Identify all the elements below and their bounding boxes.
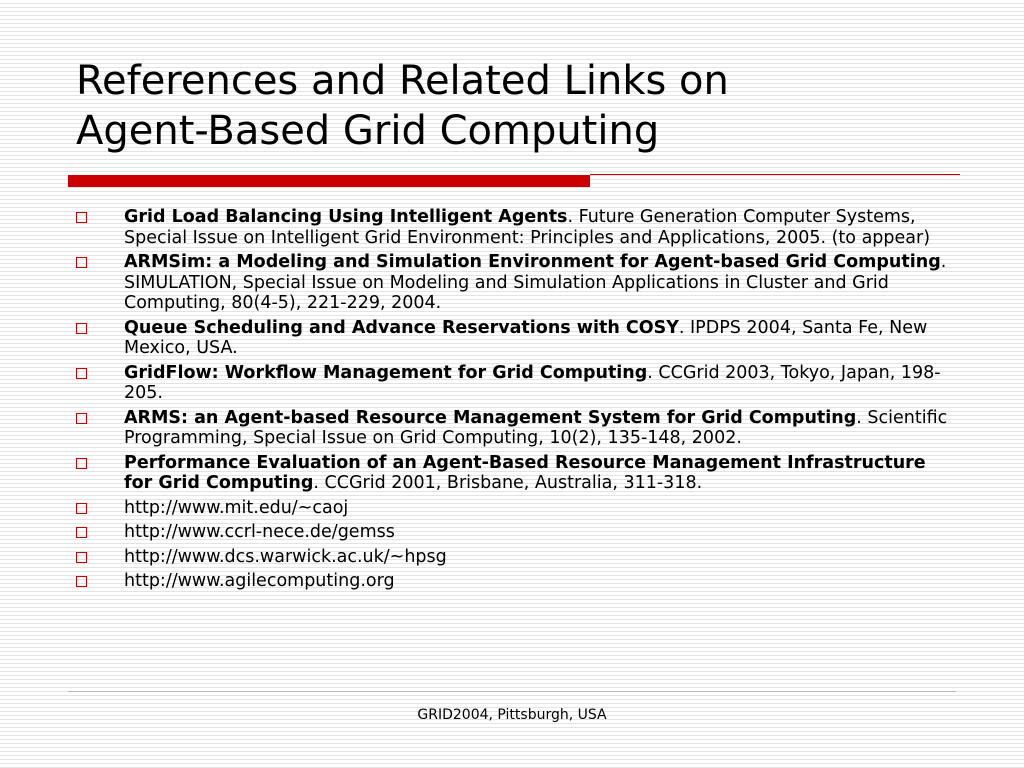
reference-title: Performance Evaluation of an Agent-Based Resource Management Infrastructure for Grid Computing xyxy=(124,452,926,493)
reference-title: GridFlow: Workflow Management for Grid Computing xyxy=(124,362,648,383)
reference-item xyxy=(76,207,956,248)
link-item xyxy=(76,571,956,592)
reference-title: ARMS: an Agent-based Resource Management System for Grid Computing xyxy=(124,407,857,428)
hollow-square-bullet-icon xyxy=(76,552,87,563)
hollow-square-bullet-icon xyxy=(76,413,87,424)
reference-title: Queue Scheduling and Advance Reservations with COSY xyxy=(124,317,679,338)
reference-details: . CCGrid 2003, Tokyo, Japan, 198-205. xyxy=(124,362,941,403)
reference-details: . CCGrid 2001, Brisbane, Australia, 311-318. xyxy=(313,473,703,493)
hollow-square-bullet-icon xyxy=(76,503,87,514)
hollow-square-bullet-icon xyxy=(76,576,87,587)
reference-item xyxy=(76,408,956,449)
title-underline-thin xyxy=(590,174,960,175)
reference-details: . IPDPS 2004, Santa Fe, New Mexico, USA. xyxy=(124,317,928,358)
hollow-square-bullet-icon xyxy=(76,323,87,334)
hollow-square-bullet-icon xyxy=(76,212,87,223)
slide-title-line-1: References and Related Links on xyxy=(76,58,729,104)
slide-title-line-2: Agent-Based Grid Computing xyxy=(76,108,660,154)
hollow-square-bullet-icon xyxy=(76,368,87,379)
title-underline-bar xyxy=(68,175,590,187)
reference-title: Grid Load Balancing Using Intelligent Agents xyxy=(124,207,568,227)
slide-title xyxy=(76,56,976,156)
link-item xyxy=(76,547,956,568)
reference-item xyxy=(76,252,956,314)
slide-footer: GRID2004, Pittsburgh, USA xyxy=(417,707,607,723)
reference-list xyxy=(76,207,956,596)
reference-details: . Future Generation Computer Systems, Special Issue on Intelligent Grid Environment: Principles and Applications, 2005. (to appear) xyxy=(124,207,931,248)
reference-title: ARMSim: a Modeling and Simulation Environment for Agent-based Grid Computing xyxy=(124,252,941,272)
footer-divider xyxy=(68,691,956,692)
link-url[interactable]: http://www.ccrl-nece.de/gemss xyxy=(124,522,395,542)
reference-item xyxy=(76,318,956,359)
hollow-square-bullet-icon xyxy=(76,458,87,469)
reference-details: . SIMULATION, Special Issue on Modeling and Simulation Applications in Cluster and Grid Computing, 80(4-5), 221-229, 2004. xyxy=(124,252,947,313)
link-url[interactable]: http://www.mit.edu/~caoj xyxy=(124,497,349,518)
link-url[interactable]: http://www.dcs.warwick.ac.uk/~hpsg xyxy=(124,546,447,567)
hollow-square-bullet-icon xyxy=(76,527,87,538)
hollow-square-bullet-icon xyxy=(76,257,87,268)
link-url[interactable]: http://www.agilecomputing.org xyxy=(124,571,395,591)
reference-details: . Scientific Programming, Special Issue on Grid Computing, 10(2), 135-148, 2002. xyxy=(124,407,948,448)
reference-item xyxy=(76,453,956,494)
reference-item xyxy=(76,363,956,404)
link-item xyxy=(76,522,956,543)
link-item xyxy=(76,498,956,519)
